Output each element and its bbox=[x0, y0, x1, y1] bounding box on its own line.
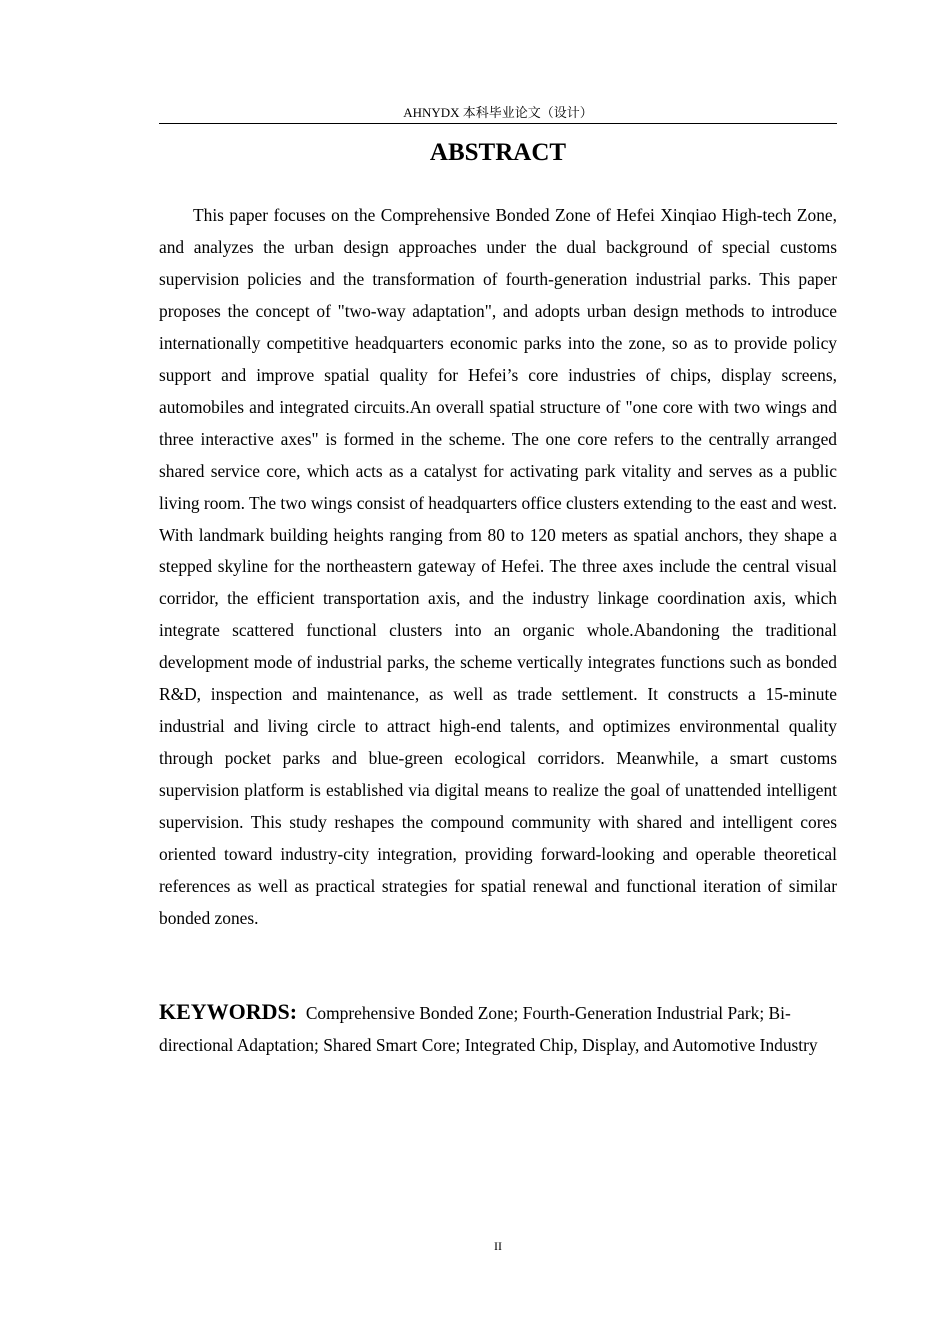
page-title: ABSTRACT bbox=[429, 139, 567, 166]
running-header: AHNYDX 本科毕业论文（设计） bbox=[403, 105, 593, 120]
keywords-text: Comprehensive Bonded Zone; Fourth-Generation Industrial Park; Bi-directional Adaptation; Shared Smart Core; Integrated Chip, Display, and Automotive Industry bbox=[159, 1003, 818, 1055]
abstract-body: This paper focuses on the Comprehensive Bonded Zone of Hefei Xinqiao High-tech Zone, and analyzes the urban design approaches under the dual background of special customs supervision policies and the transformation of fourth-generation industrial parks. This paper proposes the concept of "two-way adaptation", and adopts urban design methods to introduce internationally competitive headquarters economic parks into the zone, so as to provide policy support and improve spatial quality for Hefei’s core industries of chips, display screens, automobiles and integrated circuits.An overall spatial structure of "one core with two wings and three interactive axes" is formed in the scheme. The one core refers to the centrally arranged shared service core, which acts as a catalyst for activating park vitality and serves as a public living room. The two wings consist of headquarters office clusters extending to the east and west. With landmark building heights ranging from 80 to 120 meters as spatial anchors, they shape a stepped skyline for the northeastern gateway of Hefei. The three axes include the central visual corridor, the efficient transportation axis, and the industry linkage coordination axis, which integrate scattered functional clusters into an organic whole.Abandoning the traditional development mode of industrial parks, the scheme vertically integrates functions such as bonded R&D, inspection and maintenance, as well as trade settlement. It constructs a 15-minute industrial and living circle to attract high-end talents, and optimizes environmental quality through pocket parks and blue-green ecological corridors. Meanwhile, a smart customs supervision platform is established via digital means to realize the goal of unattended intelligent supervision. This study reshapes the compound community with shared and intelligent cores oriented toward industry-city integration, providing forward-looking and operable theoretical references as well as practical strategies for spatial renewal and functional iteration of similar bonded zones. bbox=[159, 205, 837, 928]
page-number: II bbox=[494, 1239, 502, 1253]
keywords-block bbox=[159, 996, 837, 1061]
header-rule bbox=[159, 123, 837, 124]
keywords-label: KEYWORDS: bbox=[159, 999, 298, 1024]
